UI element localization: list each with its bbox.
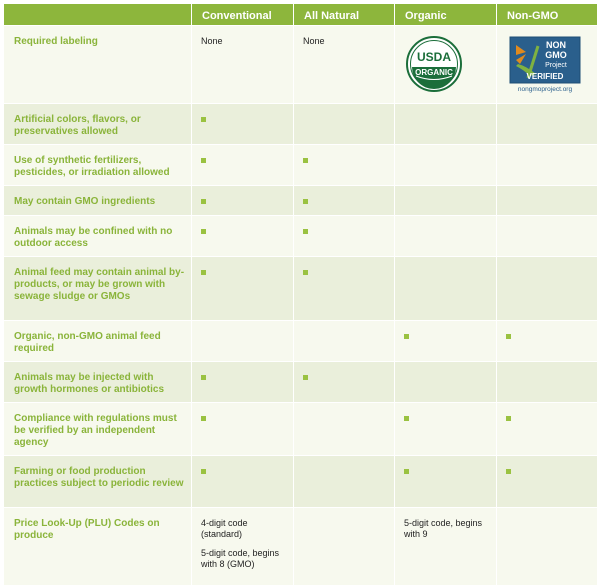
cell-all-natural (294, 257, 395, 321)
cell-all-natural (294, 186, 395, 216)
svg-text:GMO: GMO (545, 50, 567, 60)
cell-non-gmo (497, 456, 598, 508)
row-label: Required labeling (4, 26, 192, 104)
cell-conventional (192, 456, 294, 508)
row-label: May contain GMO ingredients (4, 186, 192, 216)
row-label: Animals may be confined with no outdoor access (4, 216, 192, 257)
row-label: Artificial colors, flavors, or preservatives allowed (4, 104, 192, 145)
check-mark-icon (303, 199, 308, 204)
cell-all-natural (294, 216, 395, 257)
header-conventional: Conventional (192, 4, 294, 26)
cell-all-natural (294, 104, 395, 145)
row-label: Farming or food production practices subject to periodic review (4, 456, 192, 508)
cell-all-natural (294, 403, 395, 456)
plu-organic (395, 508, 497, 586)
row-label: Animals may be injected with growth hormones or antibiotics (4, 362, 192, 403)
cell-conventional (192, 403, 294, 456)
table-row (4, 145, 598, 186)
svg-text:nongmoproject.org: nongmoproject.org (517, 86, 573, 93)
check-mark-icon (201, 158, 206, 163)
table-row (4, 26, 598, 104)
cell-organic (395, 186, 497, 216)
check-mark-icon (303, 229, 308, 234)
svg-text:VERIFIED: VERIFIED (526, 72, 564, 81)
plu-non-gmo (497, 508, 598, 586)
cell-organic (395, 362, 497, 403)
svg-text:USDA: USDA (416, 50, 452, 64)
row-label: Price Look-Up (PLU) Codes on produce (4, 508, 192, 586)
svg-text:ORGANIC: ORGANIC (415, 68, 453, 77)
cell-conventional (192, 216, 294, 257)
cell-all-natural (294, 456, 395, 508)
check-mark-icon (201, 117, 206, 122)
cell-non-gmo (497, 321, 598, 362)
cell-conventional (192, 257, 294, 321)
labeling-conventional: None (192, 26, 294, 104)
row-label: Animal feed may contain animal by-products, or may be grown with sewage sludge or GMOs (4, 257, 192, 321)
header-blank (4, 4, 192, 26)
cell-all-natural (294, 321, 395, 362)
plu-conventional (192, 508, 294, 586)
cell-conventional (192, 104, 294, 145)
header-row (4, 4, 598, 26)
header-all-natural: All Natural (294, 4, 395, 26)
table-row (4, 216, 598, 257)
labeling-all-natural: None (294, 26, 395, 104)
table-row (4, 508, 598, 586)
check-mark-icon (201, 416, 206, 421)
labeling-non-gmo (497, 26, 598, 104)
plu-all-natural (294, 508, 395, 586)
row-label: Use of synthetic fertilizers, pesticides, or irradiation allowed (4, 145, 192, 186)
cell-organic (395, 403, 497, 456)
cell-organic (395, 104, 497, 145)
cell-conventional (192, 145, 294, 186)
cell-non-gmo (497, 216, 598, 257)
row-label: Compliance with regulations must be verified by an independent agency (4, 403, 192, 456)
check-mark-icon (303, 375, 308, 380)
cell-conventional (192, 321, 294, 362)
check-mark-icon (506, 416, 511, 421)
check-mark-icon (404, 469, 409, 474)
plu-standard: 4-digit code (standard) (201, 518, 248, 539)
check-mark-icon (506, 334, 511, 339)
check-mark-icon (201, 375, 206, 380)
plu-gmo: 5-digit code, begins with 8 (GMO) (201, 548, 280, 569)
cell-non-gmo (497, 362, 598, 403)
table-row (4, 257, 598, 321)
check-mark-icon (404, 334, 409, 339)
check-mark-icon (201, 270, 206, 275)
cell-organic (395, 216, 497, 257)
plu-organic-code: 5-digit code, begins with 9 (404, 518, 483, 539)
usda-organic-logo (406, 36, 462, 92)
cell-non-gmo (497, 145, 598, 186)
row-label: Organic, non-GMO animal feed required (4, 321, 192, 362)
svg-text:NON: NON (546, 40, 566, 50)
cell-conventional (192, 186, 294, 216)
table-row (4, 186, 598, 216)
cell-organic (395, 257, 497, 321)
cell-conventional (192, 362, 294, 403)
cell-non-gmo (497, 104, 598, 145)
labeling-organic (395, 26, 497, 104)
header-non-gmo: Non-GMO (497, 4, 598, 26)
check-mark-icon (303, 270, 308, 275)
cell-organic (395, 145, 497, 186)
cell-all-natural (294, 362, 395, 403)
cell-all-natural (294, 145, 395, 186)
check-mark-icon (404, 416, 409, 421)
cell-non-gmo (497, 403, 598, 456)
table-row (4, 321, 598, 362)
non-gmo-project-logo (506, 36, 586, 94)
table-row (4, 104, 598, 145)
check-mark-icon (201, 199, 206, 204)
check-mark-icon (506, 469, 511, 474)
table-row (4, 362, 598, 403)
table-row (4, 403, 598, 456)
check-mark-icon (201, 469, 206, 474)
check-mark-icon (303, 158, 308, 163)
cell-non-gmo (497, 257, 598, 321)
header-organic: Organic (395, 4, 497, 26)
cell-organic (395, 321, 497, 362)
check-mark-icon (201, 229, 206, 234)
comparison-table (3, 3, 598, 586)
svg-text:Project: Project (545, 62, 567, 69)
table-row (4, 456, 598, 508)
cell-non-gmo (497, 186, 598, 216)
cell-organic (395, 456, 497, 508)
